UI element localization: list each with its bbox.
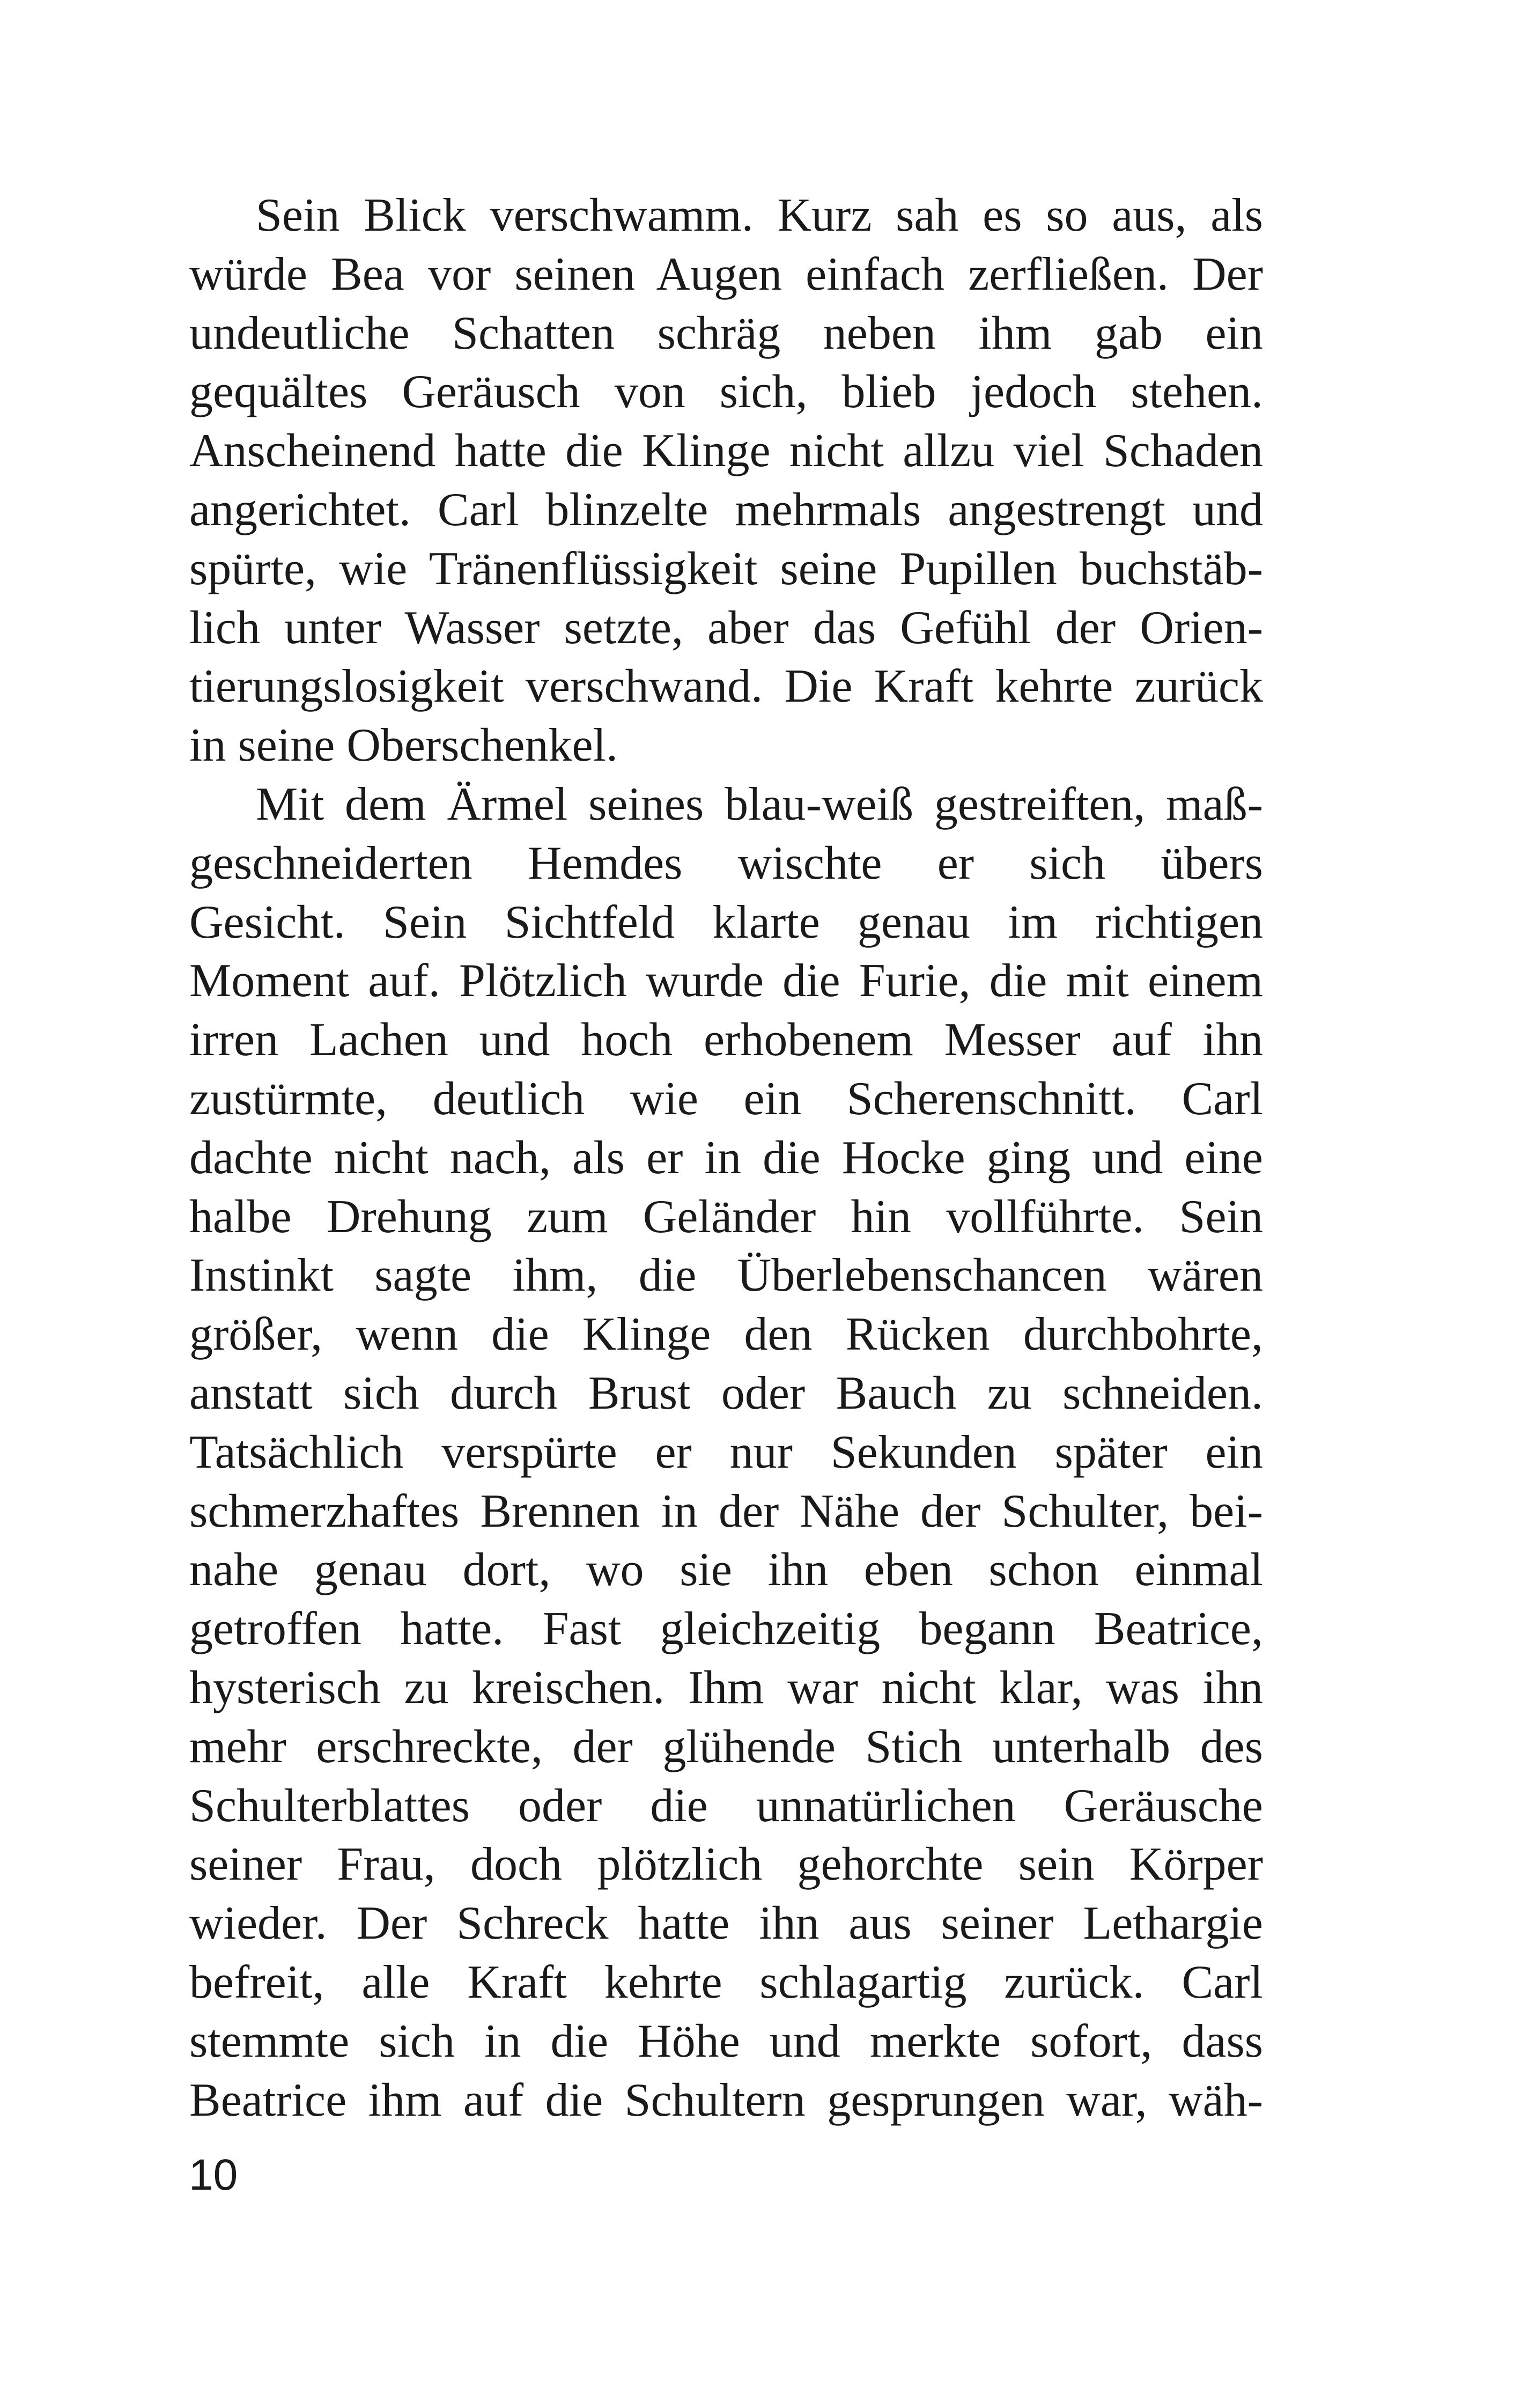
- text-line: befreit, alle Kraft kehrte schlagartig zurück. Carl: [189, 1956, 1263, 2008]
- text-line: getroffen hatte. Fast gleichzeitig begann Beatrice,: [189, 1603, 1263, 1655]
- text-line: Anscheinend hatte die Klinge nicht allzu viel Schaden: [189, 425, 1263, 477]
- text-line: undeutliche Schatten schräg neben ihm gab ein: [189, 307, 1263, 359]
- text-line: stemmte sich in die Höhe und merkte sofort, dass: [189, 2015, 1263, 2067]
- text-line: anstatt sich durch Brust oder Bauch zu schneiden.: [189, 1367, 1263, 1419]
- text-line: tierungslosigkeit verschwand. Die Kraft kehrte zurück: [189, 660, 1263, 713]
- text-line: irren Lachen und hoch erhobenem Messer auf ihn: [189, 1014, 1263, 1066]
- text-line: nahe genau dort, wo sie ihn eben schon einmal: [189, 1544, 1263, 1596]
- text-line: Beatrice ihm auf die Schultern gesprungen war, wäh-: [189, 2074, 1263, 2126]
- text-line: würde Bea vor seinen Augen einfach zerfließen. Der: [189, 248, 1263, 300]
- text-line: seiner Frau, doch plötzlich gehorchte sein Körper: [189, 1838, 1263, 1891]
- paragraph-1: [189, 186, 1263, 775]
- text-line: in seine Oberschenkel.: [189, 719, 618, 772]
- text-line: Tatsächlich verspürte er nur Sekunden später ein: [189, 1426, 1263, 1478]
- text-line: angerichtet. Carl blinzelte mehrmals angestrengt und: [189, 483, 1263, 536]
- text-line: größer, wenn die Klinge den Rücken durchbohrte,: [189, 1308, 1263, 1361]
- text-line: Schulterblattes oder die unnatürlichen Geräusche: [189, 1779, 1263, 1832]
- text-line: geschneiderten Hemdes wischte er sich übers: [189, 837, 1263, 889]
- text-line: Instinkt sagte ihm, die Überlebenschancen wären: [189, 1249, 1263, 1302]
- text-line: spürte, wie Tränenflüssigkeit seine Pupillen buchstäb-: [189, 542, 1263, 595]
- text-line: gequältes Geräusch von sich, blieb jedoch stehen.: [189, 366, 1263, 418]
- paragraph-2: [189, 775, 1263, 2130]
- text-line: Mit dem Ärmel seines blau-weiß gestreiften, maß-: [256, 778, 1263, 830]
- text-line: lich unter Wasser setzte, aber das Gefühl der Orien-: [189, 601, 1263, 654]
- text-line: schmerzhaftes Brennen in der Nähe der Schulter, bei-: [189, 1485, 1263, 1537]
- text-line: mehr erschreckte, der glühende Stich unterhalb des: [189, 1720, 1263, 1773]
- text-line: wieder. Der Schreck hatte ihn aus seiner Lethargie: [189, 1897, 1263, 1950]
- text-line: Sein Blick verschwamm. Kurz sah es so aus, als: [256, 189, 1263, 241]
- text-line: Gesicht. Sein Sichtfeld klarte genau im richtigen: [189, 896, 1263, 948]
- text-line: halbe Drehung zum Geländer hin vollführte. Sein: [189, 1190, 1263, 1243]
- text-line: hysterisch zu kreischen. Ihm war nicht klar, was ihn: [189, 1661, 1263, 1714]
- text-line: zustürmte, deutlich wie ein Scherenschnitt. Carl: [189, 1072, 1263, 1125]
- page-number: 10: [189, 2151, 238, 2199]
- text-line: dachte nicht nach, als er in die Hocke ging und eine: [189, 1131, 1263, 1184]
- body-text: [189, 186, 1263, 2130]
- text-line: Moment auf. Plötzlich wurde die Furie, die mit einem: [189, 955, 1263, 1007]
